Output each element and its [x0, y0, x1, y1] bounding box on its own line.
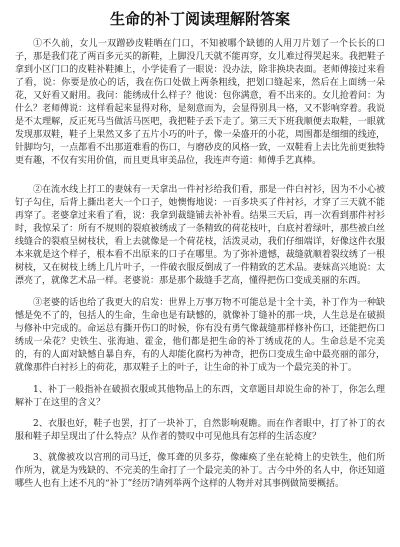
- question-3: 3、就像被攻以宫刑的司马迁，像耳聋的贝多芬，像瘫痪了坐在轮椅上的史铁生，他们所作所为，就是为残缺的、不完美的生命打了一个最完美的补丁。古今中外的名人中，你还知道哪些人也有上述不凡的“补丁”经历?请列举两个这样的人物并对其事例做简要概括。: [15, 453, 385, 489]
- paragraph-3: ③老婆的话也给了我更大的启发：世界上万事万物不可能总是十全十美，补丁作为一种缺憾是免不了的，包括人的生命，生命也是有缺憾的，就像补丁缝补的那一块，人生总是在破损与修补中完成的。命运总有撕开伤口的时候，你有没有勇气像裁缝那样修补伤口，还能把伤口绣成一朵花？史铁生、张海迪、霍金，他们都是把生命的补丁绣成花的人。生命总是不完美的，有的人面对缺憾自暴自弃，有的人却能化腐朽为神奇，把伤口变成生命中最亮丽的部分，就像那件白衬衫上的荷花，那双鞋子上的叶子，让生命的补丁成为一个最完美的补丁。: [15, 298, 385, 373]
- paragraph-gap: [15, 168, 385, 184]
- document-title: 生命的补丁阅读理解附答案: [109, 10, 290, 28]
- paragraph-2: ②在流水线上打工的妻妹有一天拿出一件衬衫给我们看，那是一件白衬衫，因为不小心被钉子勾住，后背上撕出老大一个口子，她懊悔地说：一百多块买了件衬衫，才穿了三天就不能再穿了。老婆拿过来看了看，说：我拿到裁缝铺去补补看。结果三天后，再一次看到那件衬衫时，我惊呆了：所有不规则的裂痕被绣成了一条精致的荷花枝叶，白底衬着绿叶，那些被白丝线缝合的裂痕呈树枝状，看上去就像是一个荷花枝，活泼灵动，我们仔细端详，好像这件衣服本来就是这个样子，根本看不出原来的口子在哪里。为了弥补遗憾，裁缝就顺着裂纹绣了一根树枝，又在树枝上绣上几片叶子，一件破衣服反倒成了一件精致的艺术品。妻妹高兴地说：太漂亮了，就像艺术品一样。老婆说：那是那个裁缝手艺高，懂得把伤口变成美丽的东西。: [15, 185, 385, 286]
- paragraph-1: ①不久前，女儿一双蹭砂皮鞋晒在门口，不知被哪个缺德的人用刀片划了一个长长的口子，那是我们花了两百多元买的新鞋，上脚没几天就不能再穿，女儿难过得哭起来。我把鞋子拿到小区门口的皮鞋补鞋摊上，小学徒看了一眼说：没办法，除非换块表面。老师傅接过来看了看，说：你要是放心的话，我在伤口处做上两条粗线，把划口缝起来，然后在上面绣一朵花，又好看又耐用。我问：能绣成什么样子？他说：包你满意，看不出来的。女儿抢着问：为什么？老师傅说：这样看起来显得对称，是刻意而为，会显得别具一格，又不影响穿着。我说是不太理解，反正死马当做活马医吧，我把鞋子丢下走了。第三天下班我顺便去取鞋，一眼就发现那双鞋，鞋子上果然又多了五片小巧的叶子，像一朵盛开的小花，周围都是细细的线迹，针脚均匀，一点都看不出那道难看的伤口，与磨砂皮的风格一致，一双鞋看上去比先前更独特更有趣，不仅有实用价值，而且更具审美品位，我连声夸道：师傅手艺真棒。: [15, 39, 385, 166]
- question-1: 1、补丁一般指补在破损衣服或其他物品上的东西，文章题目却说生命的补丁，你怎么理解补丁在这里的含义？: [15, 385, 385, 408]
- question-gap: [15, 444, 385, 452]
- question-2: 2、衣服也好，鞋子也罢，打了一块补丁，自然影响观瞻。而在作者眼中，打了补丁的衣服和鞋子却呈现出了什么特点？从作者的赞叹中可见他具有怎样的生活态度？: [15, 419, 385, 442]
- paragraph-gap: [15, 375, 385, 384]
- paragraph-gap: [15, 288, 385, 297]
- question-gap: [15, 410, 385, 418]
